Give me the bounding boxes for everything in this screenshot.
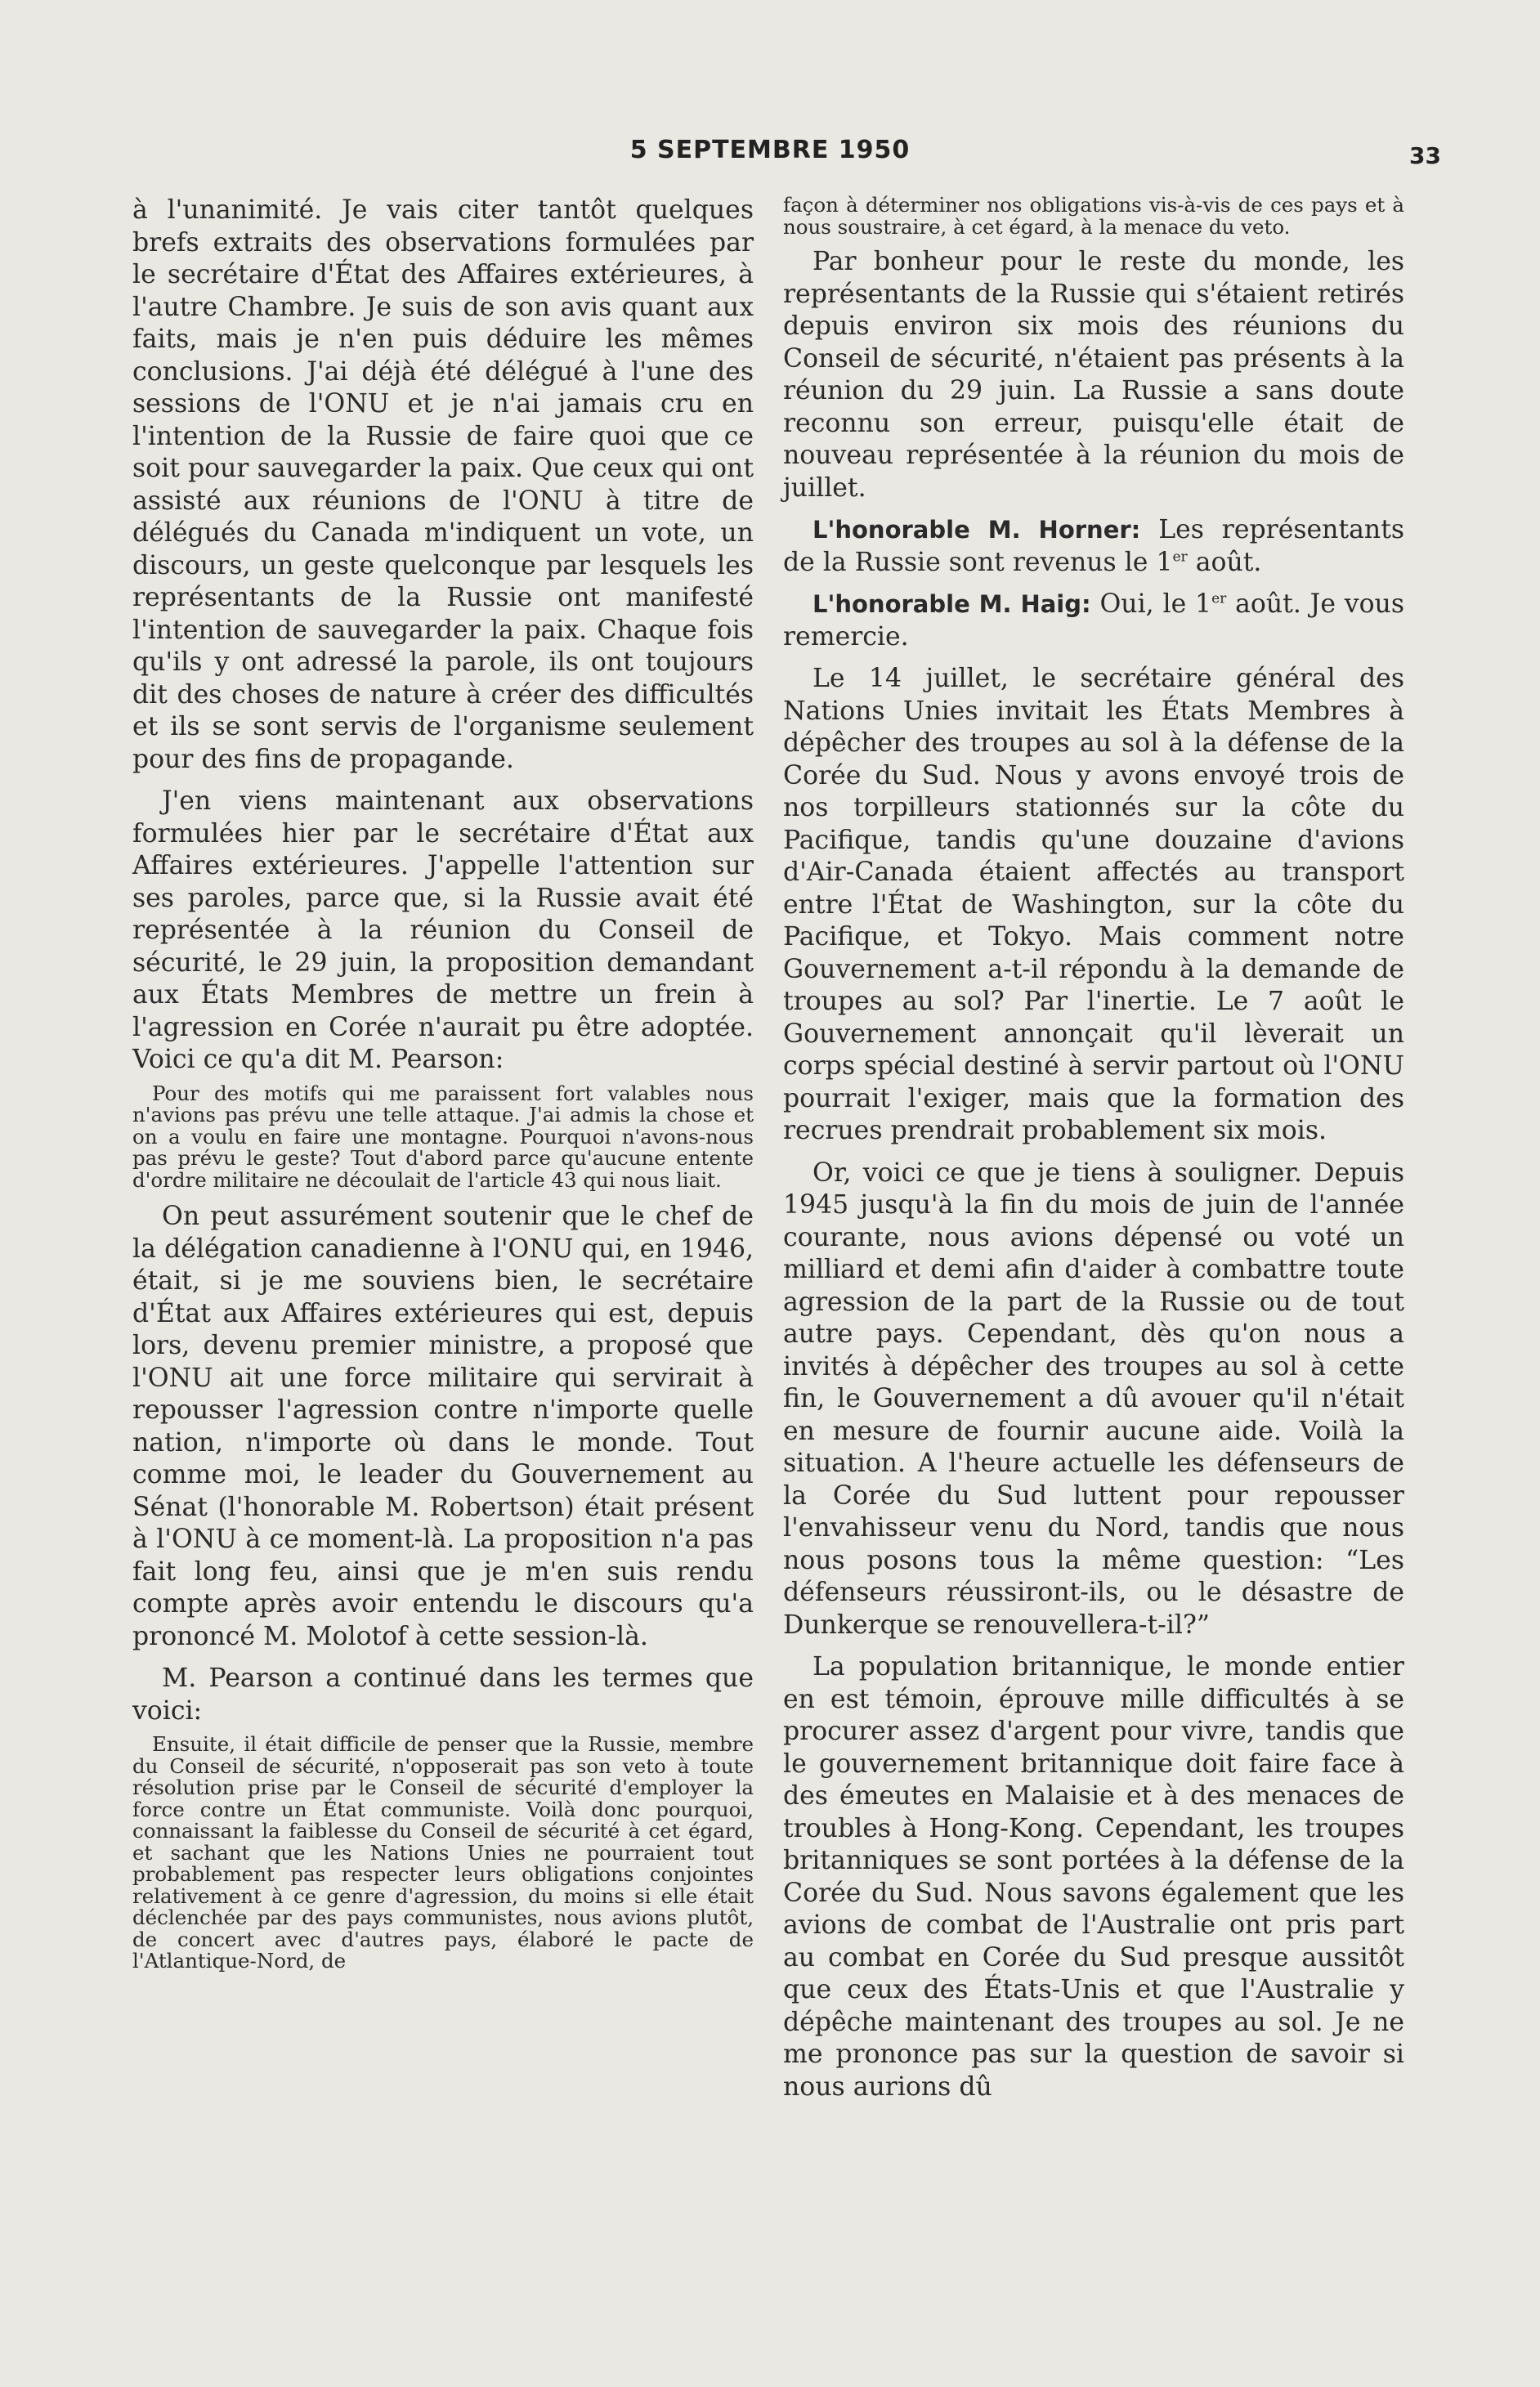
left-paragraph-3: On peut assurément soutenir que le chef de la délégation canadienne à l'ONU qui, en 1946, était, si je me souviens bien, le secrétaire d'État aux Affaires extérieures qui est, depuis lors, devenu premier ministre, a proposé que l'ONU ait une force militaire qui servirait à repousser l'agression contre n'importe quelle nation, n'importe où dans le monde. Tout comme moi, le leader du Gouvernement au Sénat (l'honorable M. Robertson) était présent à l'ONU à ce moment-là. La proposition n'a pas fait long feu, ainsi que je m'en suis rendu compte après avoir entendu le discours qu'a prononcé M. Molotof à cette session-là. [132,1202,754,1651]
right-paragraph-2: Le 14 juillet, le secrétaire général des Nations Unies invitait les États Membres à dépêcher des troupes au sol à la défense de la Corée du Sud. Nous y avons envoyé trois de nos torpilleurs stationnés sur la côte du Pacifique, tandis qu'une douzaine d'avions d'Air-Canada étaient affectés au transport entre l'État de Washington, sur la côte du Pacifique, et Tokyo. Mais comment notre Gouvernement a-t-il répondu à la demande de troupes au sol? Par l'inertie. Le 7 août le Gouvernement annonçait qu'il lèverait un corps spécial destiné à servir partout où l'ONU pourrait l'exiger, mais que la formation des recrues prendrait probablement six mois. [783,664,1404,1145]
left-paragraph-4: M. Pearson a continué dans les termes que voici: [132,1664,754,1726]
right-paragraph-3: Or, voici ce que je tiens à souligner. Depuis 1945 jusqu'à la fin du mois de juin de l'année courante, nous avions dépensé ou voté un milliard et demi afin d'aider à combattre toute agression de la part de la Russie ou de tout autre pays. Cependant, dès qu'on nous a invités à dépêcher des troupes au sol à cette fin, le Gouvernement a dû avouer qu'il n'était en mesure de fournir aucune aide. Voilà la situation. A l'heure actuelle les défenseurs de la Corée du Sud luttent pour repousser l'envahisseur venu du Nord, tandis que nous nous posons tous la même question: “Les défenseurs réussiront-ils, ou le désastre de Dunkerque se renouvellera-t-il?” [783,1158,1404,1640]
speaker-horner: L'honorable M. Horner: [813,516,1141,544]
horner-text-a: Les représentants de la Russie sont revenus le 1 [783,515,1405,577]
left-paragraph-2: J'en viens maintenant aux observations formulées hier par le secrétaire d'État aux Affaires extérieures. J'appelle l'attention sur ses paroles, parce que, si la Russie avait été représentée à la réunion du Conseil de sécurité, le 29 juin, la proposition demandant aux États Membres de mettre un frein à l'agression en Corée n'aurait pu être adoptée. Voici ce qu'a dit M. Pearson: [132,786,754,1074]
right-column [783,195,1404,2103]
horner-remark [783,514,1404,579]
page-header-date: 5 SEPTEMBRE 1950 [629,136,911,164]
left-paragraph-1: à l'unanimité. Je vais citer tantôt quelques brefs extraits des observations formulées par le secrétaire d'État des Affaires extérieures, à l'autre Chambre. Je suis de son avis quant aux faits, mais je n'en puis déduire les mêmes conclusions. J'ai déjà été délégué à l'une des sessions de l'ONU et je n'ai jamais cru en l'intention de la Russie de faire quoi que ce soit pour sauvegarder la paix. Que ceux qui ont assisté aux réunions de l'ONU à titre de délégués du Canada m'indiquent un vote, un discours, un geste quelconque par lesquels les représentants de la Russie ont manifesté l'intention de sauvegarder la paix. Chaque fois qu'ils y ont adressé la parole, ils ont toujours dit des choses de nature à créer des difficultés et ils se sont servis de l'organisme seulement pour des fins de propagande. [132,195,754,774]
page-number: 33 [1409,142,1441,169]
left-column [132,195,754,1979]
pearson-quote-2: Ensuite, il était difficile de penser que la Russie, membre du Conseil de sécurité, n'opposerait pas son veto à toute résolution prise par le Conseil de sécurité d'employer la force contre un État communiste. Voilà donc pourquoi, connaissant la faiblesse du Conseil de sécurité à cet égard, et sachant que les Nations Unies ne pourraient tout probablement pas respecter leurs obligations conjointes relativement à ce genre d'agression, du moins si elle était déclenchée par des pays communistes, nous avions plutôt, de concert avec d'autres pays, élaboré le pacte de l'Atlantique-Nord, de [132,1732,754,1973]
haig-text-b: août. Je vous remercie. [783,589,1405,652]
horner-superscript: er [1172,549,1188,565]
haig-remark [783,589,1404,653]
haig-text-a: Oui, le 1 [1099,589,1212,619]
horner-text-b: août. [1195,547,1262,577]
right-paragraph-4: La population britannique, le monde entier en est témoin, éprouve mille difficultés à se procurer assez d'argent pour vivre, tandis que le gouvernement britannique doit faire face à des émeutes en Malaisie et à des menaces de troubles à Hong-Kong. Cependant, les troupes britanniques se sont portées à la défense de la Corée du Sud. Nous savons également que les avions de combat de l'Australie ont pris part au combat en Corée du Sud presque aussitôt que ceux des États-Unis et que l'Australie y dépêche maintenant des troupes au sol. Je ne me prononce pas sur la question de savoir si nous aurions dû [783,1652,1404,2102]
haig-superscript: er [1211,590,1227,607]
pearson-quote-2-continued: façon à déterminer nos obligations vis-à-vis de ces pays et à nous soustraire, à cet égard, à la menace du veto. [783,193,1404,239]
pearson-quote-1: Pour des motifs qui me paraissent fort valables nous n'avions pas prévu une telle attaque. J'ai admis la chose et on a voulu en faire une montagne. Pourquoi n'avons-nous pas prévu le geste? Tout d'abord parce qu'aucune entente d'ordre militaire ne découlait de l'article 43 qui nous liait. [132,1081,754,1192]
speaker-haig: L'honorable M. Haig: [813,590,1091,618]
right-paragraph-1: Par bonheur pour le reste du monde, les représentants de la Russie qui s'étaient retirés depuis environ six mois des réunions du Conseil de sécurité, n'étaient pas présents à la réunion du 29 juin. La Russie a sans doute reconnu son erreur, puisqu'elle était de nouveau représentée à la réunion du mois de juillet. [783,247,1404,503]
